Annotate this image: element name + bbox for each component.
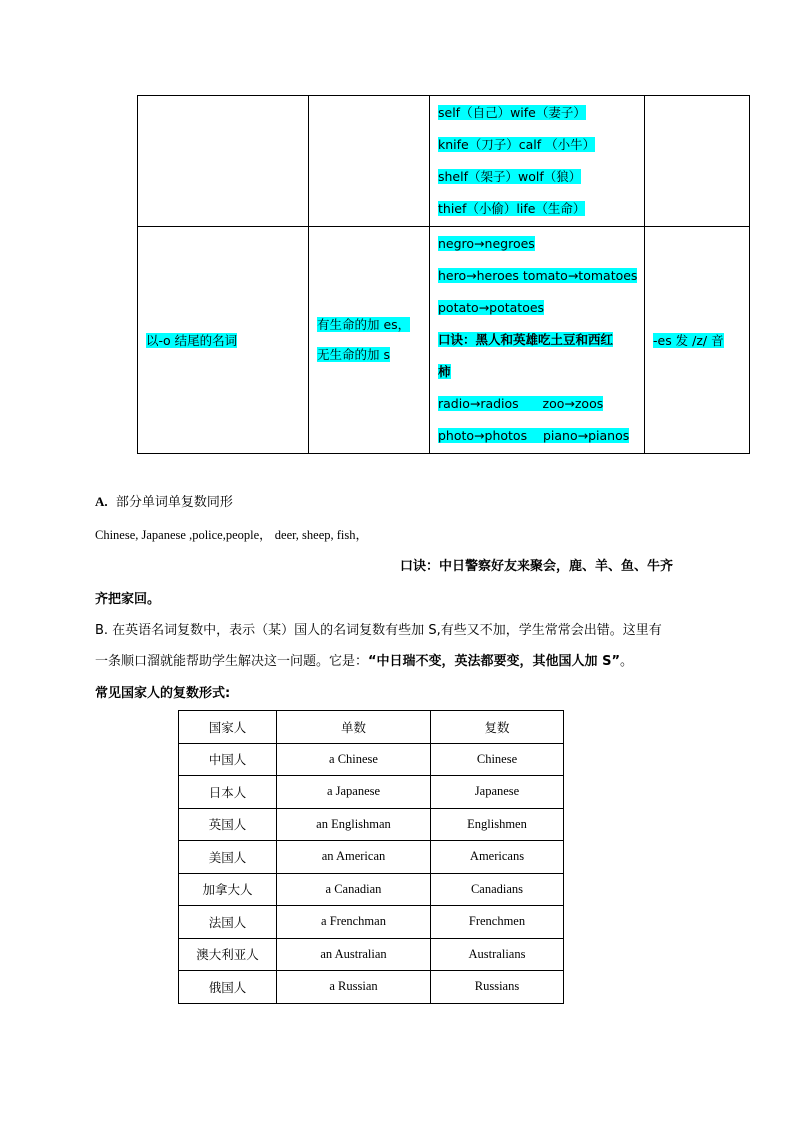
plural-cell: Canadians [431,873,564,906]
plural-cell: Frenchmen [431,906,564,939]
column-header: 单数 [277,711,431,744]
table-row [179,841,564,874]
singular-cell: a Japanese [277,776,431,809]
category-text: 以-o 结尾的名词 [146,333,238,348]
singular-cell: a Chinese [277,743,431,776]
plural-cell: Americans [431,841,564,874]
table-row [138,227,750,454]
example-text: hero→heroes tomato→tomatoes [438,268,638,283]
section-a-heading [95,492,233,513]
rule-cell [309,227,430,454]
rule-cell [309,96,430,227]
country-cell: 中国人 [179,743,277,776]
singular-cell: a Canadian [277,873,431,906]
table-row [179,776,564,809]
singular-cell: a Frenchman [277,906,431,939]
table-row [179,971,564,1004]
singular-cell: an Englishman [277,808,431,841]
country-cell: 美国人 [179,841,277,874]
table-row [179,808,564,841]
section-a-letter: A. [95,494,108,509]
example-text: thief（小偷）life（生命） [438,201,586,216]
country-subheading: 常见国家人的复数形式: [95,686,231,701]
table-row [179,906,564,939]
singular-cell: a Russian [277,971,431,1004]
mnemonic-text: 口诀：黑人和英雄吃土豆和西红 [438,332,614,347]
section-b-line1: B. 在英语名词复数中，表示（某）国人的名词复数有些加 S,有些又不加，学生常常会出错。这里有 [95,623,662,638]
section-b-line2-prefix: 一条顺口溜就能帮助学生解决这一问题。它是： [95,654,369,669]
country-cell: 日本人 [179,776,277,809]
examples-cell [430,96,645,227]
category-cell [138,96,309,227]
pronunciation-text: -es 发 /z/ 音 [653,333,724,348]
table-row [179,743,564,776]
rule-text-line2: 无生命的加 s [317,347,390,362]
plural-cell: Japanese [431,776,564,809]
column-header: 国家人 [179,711,277,744]
mnemonic-text: 柿 [438,364,451,379]
section-b-line2 [95,652,633,672]
example-text: radio→radios zoo→zoos [438,396,604,411]
country-cell: 俄国人 [179,971,277,1004]
example-text: self（自己）wife（妻子） [438,105,586,120]
country-cell: 法国人 [179,906,277,939]
plural-cell: Englishmen [431,808,564,841]
plural-cell: Chinese [431,743,564,776]
category-cell [138,227,309,454]
table-header-row [179,711,564,744]
plural-rules-table [137,95,750,454]
singular-cell: an American [277,841,431,874]
table-row [138,96,750,227]
country-cell: 英国人 [179,808,277,841]
country-cell: 澳大利亚人 [179,938,277,971]
singular-cell: an Australian [277,938,431,971]
table-row [179,938,564,971]
example-text: photo→photos piano→pianos [438,428,630,443]
plural-cell: Australians [431,938,564,971]
section-b-rhyme: “中日瑞不变，英法都要变，其他国人加 S” [368,654,620,669]
section-b-line2-suffix: 。 [620,654,634,669]
examples-cell [430,227,645,454]
example-text: negro→negroes [438,236,535,251]
pronunciation-cell [645,227,750,454]
example-text: potato→potatoes [438,300,545,315]
table-row [179,873,564,906]
same-form-words: Chinese, Japanese ,police,people， deer, sheep, fish， [95,528,369,542]
rule-text-line1: 有生命的加 es， [317,317,411,332]
column-header: 复数 [431,711,564,744]
mnemonic-line1: 口诀：中日警察好友来聚会，鹿、羊、鱼、牛齐 [400,559,674,574]
mnemonic-line2: 齐把家回。 [95,592,161,607]
pronunciation-cell [645,96,750,227]
plural-cell: Russians [431,971,564,1004]
country-plural-table [178,710,564,1004]
country-cell: 加拿大人 [179,873,277,906]
section-a-title: 部分单词单复数同形 [115,495,233,510]
example-text: shelf（架子）wolf（狼） [438,169,582,184]
example-text: knife（刀子）calf （小牛） [438,137,596,152]
